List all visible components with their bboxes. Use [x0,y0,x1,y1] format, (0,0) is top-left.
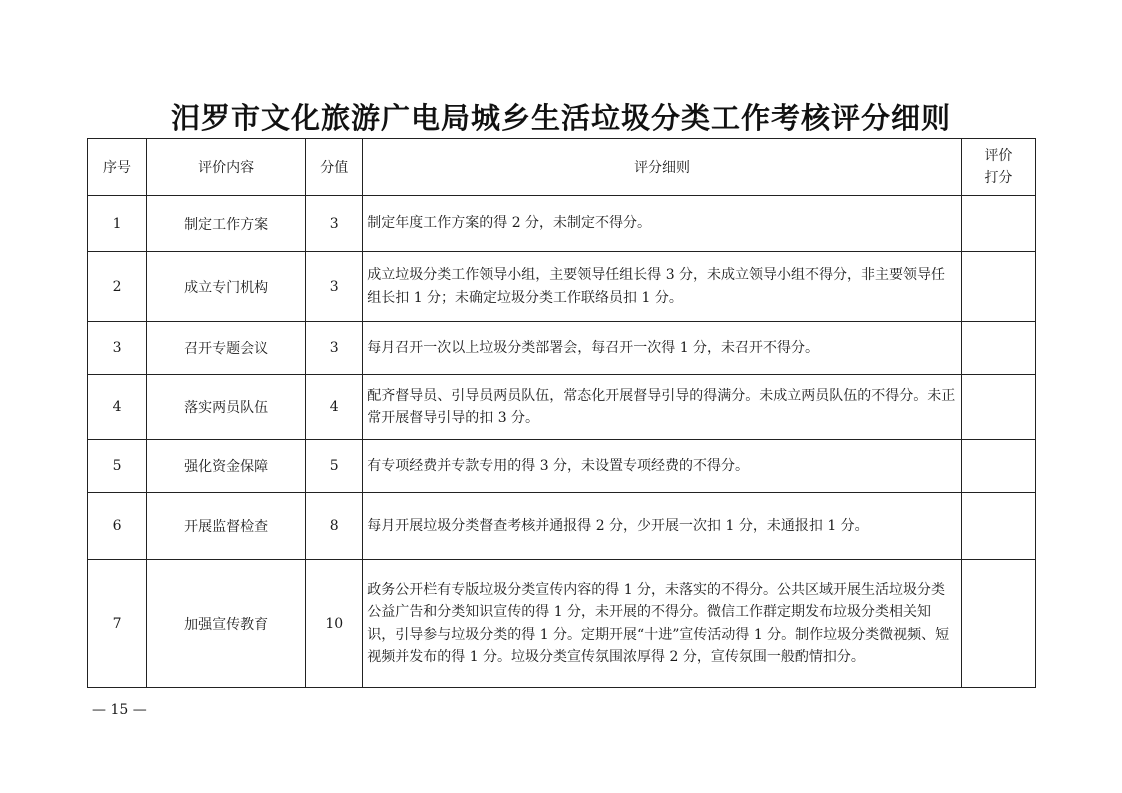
header-score: 分值 [306,139,363,196]
cell-score: 8 [306,493,363,560]
cell-no: 5 [88,440,147,493]
cell-no: 3 [88,322,147,375]
table-header-row [88,139,1036,196]
header-mark-line1: 评价 [984,148,1013,164]
cell-no: 7 [88,560,147,688]
cell-score: 3 [306,252,363,322]
table-row [88,252,1036,322]
cell-detail: 配齐督导员、引导员两员队伍，常态化开展督导引导的得满分。未成立两员队伍的不得分。未正常开展督导引导的扣 3 分。 [363,375,962,440]
header-detail: 评分细则 [363,139,962,196]
cell-detail: 成立垃圾分类工作领导小组，主要领导任组长得 3 分，未成立领导小组不得分，非主要领导任组长扣 1 分；未确定垃圾分类工作联络员扣 1 分。 [363,252,962,322]
cell-item: 加强宣传教育 [147,560,306,688]
table-row [88,375,1036,440]
header-mark [961,139,1035,196]
cell-score: 3 [306,196,363,252]
cell-score: 10 [306,560,363,688]
table-row [88,440,1036,493]
document-title: 汨罗市文化旅游广电局城乡生活垃圾分类工作考核评分细则 [170,101,951,135]
cell-mark [961,440,1035,493]
cell-no: 4 [88,375,147,440]
header-mark-line2: 打分 [984,170,1013,186]
cell-mark [961,375,1035,440]
cell-score: 3 [306,322,363,375]
scoring-table [87,138,1036,688]
header-no: 序号 [88,139,147,196]
cell-item: 制定工作方案 [147,196,306,252]
cell-mark [961,252,1035,322]
cell-detail: 每月召开一次以上垃圾分类部署会，每召开一次得 1 分，未召开不得分。 [363,322,962,375]
cell-detail: 每月开展垃圾分类督查考核并通报得 2 分，少开展一次扣 1 分，未通报扣 1 分。 [363,493,962,560]
cell-mark [961,322,1035,375]
cell-item: 成立专门机构 [147,252,306,322]
cell-item: 落实两员队伍 [147,375,306,440]
cell-score: 4 [306,375,363,440]
cell-item: 召开专题会议 [147,322,306,375]
cell-no: 2 [88,252,147,322]
cell-detail: 制定年度工作方案的得 2 分，未制定不得分。 [363,196,962,252]
header-item: 评价内容 [147,139,306,196]
table-row [88,322,1036,375]
cell-mark [961,196,1035,252]
cell-no: 6 [88,493,147,560]
table-row [88,493,1036,560]
cell-item: 开展监督检查 [147,493,306,560]
cell-detail: 政务公开栏有专版垃圾分类宣传内容的得 1 分，未落实的不得分。公共区域开展生活垃圾分类公益广告和分类知识宣传的得 1 分，未开展的不得分。微信工作群定期发布垃圾分类相关知识，引导参与垃圾分类的得 1 分。定期开展“十进”宣传活动得 1 分。制作垃圾分类微视频、短视频并发布的得 1 分。垃圾分类宣传氛围浓厚得 2 分，宣传氛围一般酌情扣分。 [363,560,962,688]
page-number: — 15 — [92,702,147,718]
cell-item: 强化资金保障 [147,440,306,493]
cell-detail: 有专项经费并专款专用的得 3 分，未设置专项经费的不得分。 [363,440,962,493]
cell-no: 1 [88,196,147,252]
cell-mark [961,560,1035,688]
table-row [88,560,1036,688]
table-row [88,196,1036,252]
cell-mark [961,493,1035,560]
cell-score: 5 [306,440,363,493]
